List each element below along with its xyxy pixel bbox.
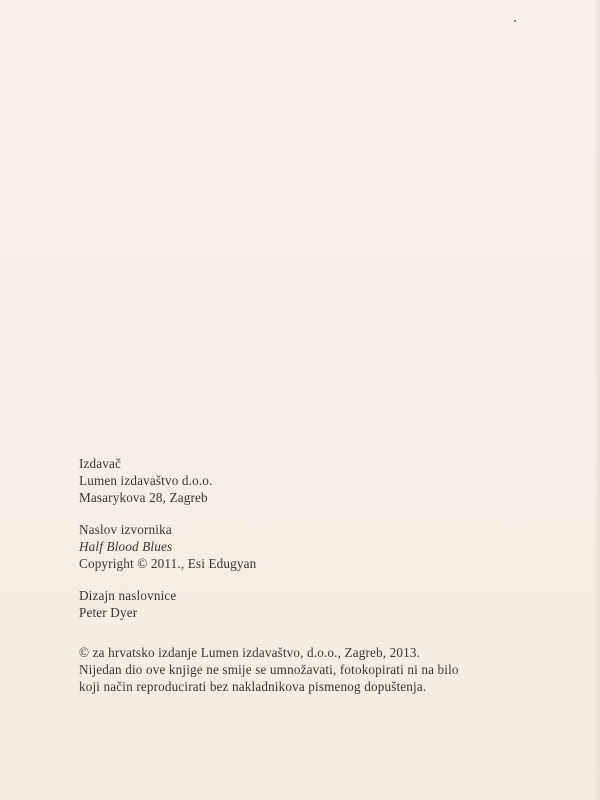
reproduction-notice-line-1: Nijedan dio ove knjige ne smije se umnožavati, fotokopirati ni na bilo: [79, 662, 459, 677]
original-title: Half Blood Blues: [79, 539, 173, 554]
original-title-label: Naslov izvornika: [79, 522, 172, 537]
cover-design-block: [79, 587, 519, 621]
edition-copyright: © za hrvatsko izdanje Lumen izdavaštvo, d.o.o., Zagreb, 2013.: [79, 645, 421, 660]
publisher-block: [79, 455, 519, 506]
reproduction-notice-line-2: koji način reproducirati bez nakladnikova pismenog dopuštenja.: [79, 679, 427, 694]
cover-design-label: Dizajn naslovnice: [79, 588, 177, 603]
imprint-section: [79, 455, 519, 710]
cover-designer: Peter Dyer: [79, 605, 138, 620]
publisher-name: Lumen izdavaštvo d.o.o.: [79, 473, 213, 488]
page-edge-shadow: [594, 0, 600, 800]
legal-block: [79, 644, 519, 695]
dust-speck: [514, 20, 516, 22]
copyright-notice: Copyright © 2011., Esi Edugyan: [79, 556, 257, 571]
publisher-label: Izdavač: [79, 456, 122, 471]
original-title-block: [79, 521, 519, 572]
publisher-address: Masarykova 28, Zagreb: [79, 490, 208, 505]
